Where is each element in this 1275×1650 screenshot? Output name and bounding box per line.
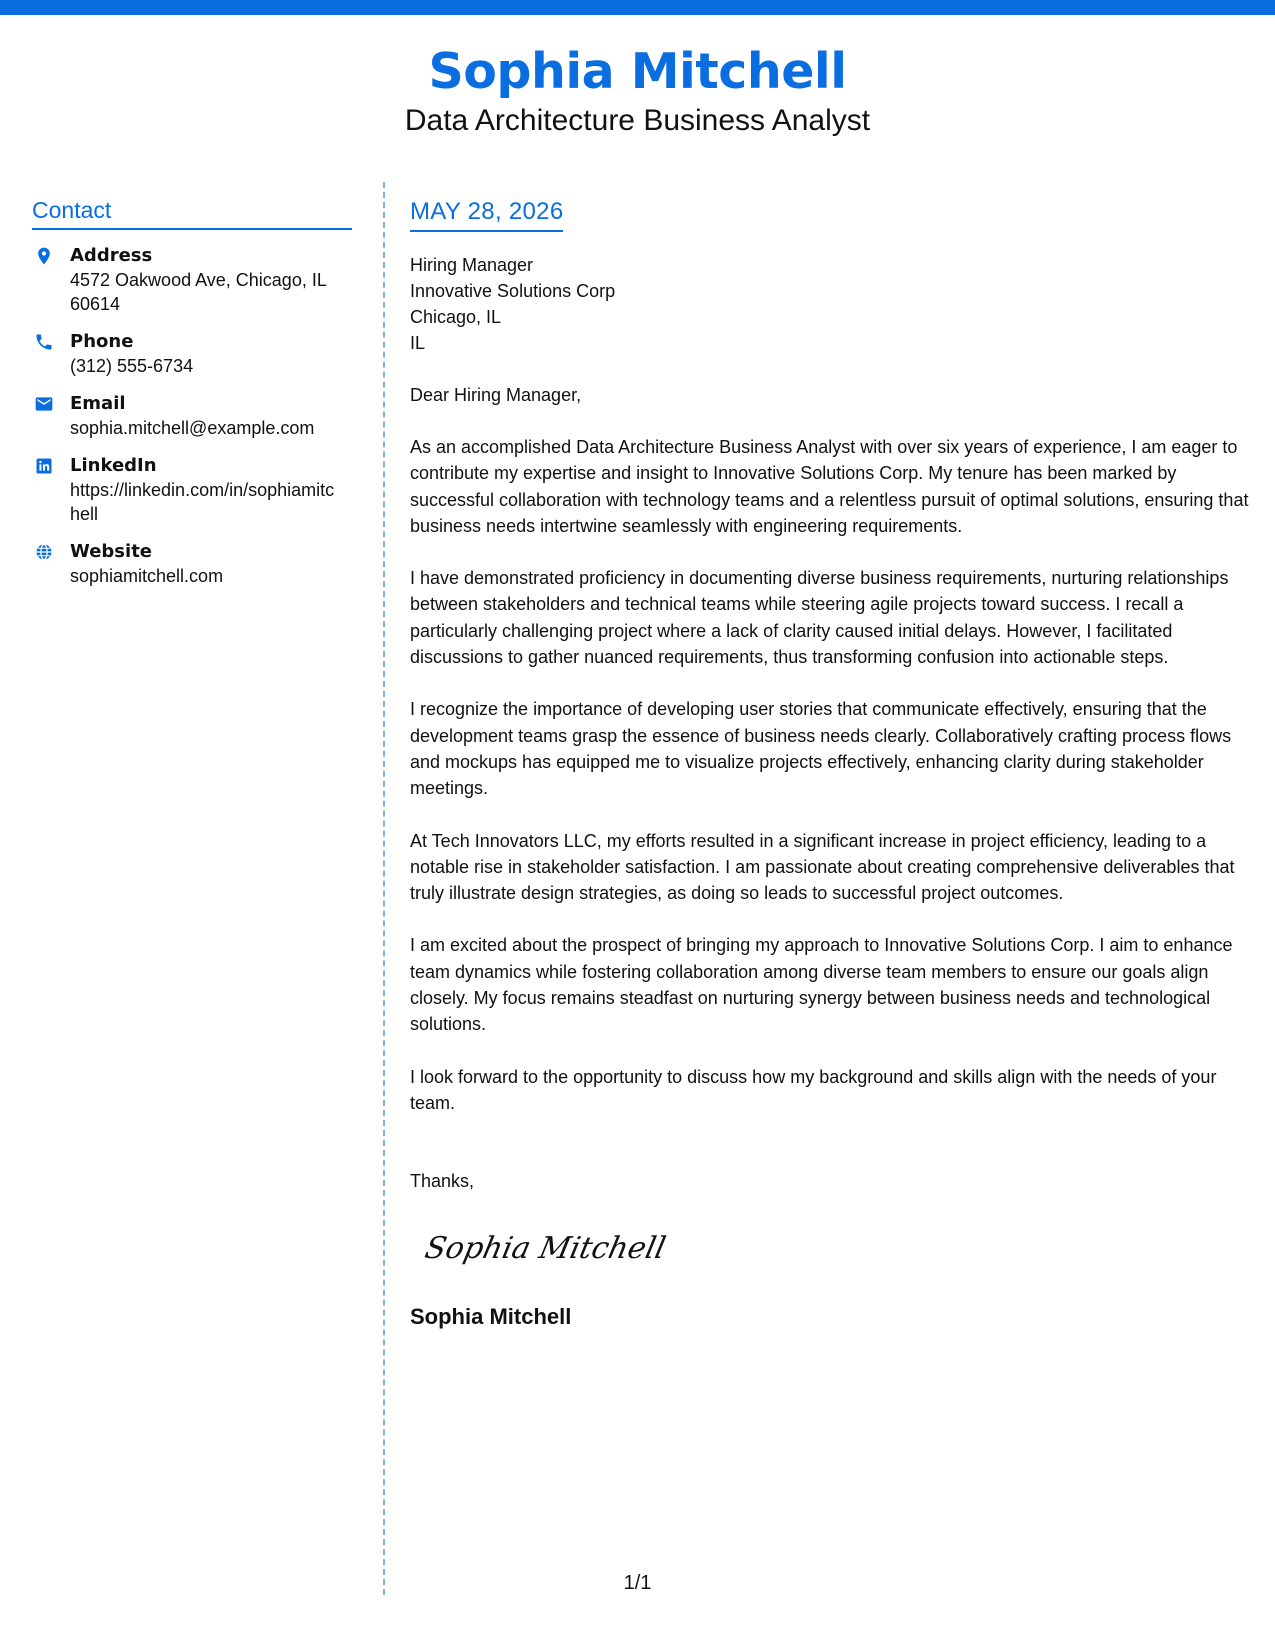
recipient-line: Hiring Manager — [410, 255, 534, 275]
letter-date: MAY 28, 2026 — [410, 198, 563, 232]
contact-heading: Contact — [32, 196, 352, 230]
job-title: Data Architecture Business Analyst — [404, 104, 871, 137]
column-divider — [383, 182, 385, 1595]
phone-icon — [34, 332, 54, 352]
recipient-line: Innovative Solutions Corp — [410, 281, 616, 301]
globe-icon — [34, 542, 54, 562]
signer-name: Sophia Mitchell — [410, 1304, 572, 1330]
address-value: 4572 Oakwood Ave, Chicago, IL 60614 — [70, 270, 327, 314]
header — [0, 42, 1275, 140]
contact-item-website — [32, 540, 352, 588]
letter-body — [410, 198, 1250, 1331]
letter-paragraph: I recognize the importance of developing user stories that communicate effectively, ensuring that the development teams grasp the essence of business needs clearly. Collaboratively crafting process flows and mockups has equipped me to visualize projects effectively, enhancing clarity during stakeholder meetings. — [410, 699, 1232, 799]
letter-paragraph: At Tech Innovators LLC, my efforts resulted in a significant increase in project efficiency, leading to a notable rise in stakeholder satisfaction. I am passionate about creating comprehensive deliverables that truly illustrate design strategies, as doing so leads to successful project outcomes. — [410, 830, 1235, 904]
contact-label: Email — [70, 393, 126, 414]
recipient-line: Chicago, IL — [410, 307, 502, 327]
top-accent-bar — [0, 0, 1275, 15]
contact-label: Website — [70, 541, 153, 562]
email-icon — [34, 394, 54, 414]
letter-paragraph: I look forward to the opportunity to discuss how my background and skills align with the needs of your team. — [410, 1066, 1217, 1113]
contact-label: Phone — [70, 331, 134, 352]
phone-value: (312) 555-6734 — [70, 356, 194, 376]
linkedin-value[interactable]: https://linkedin.com/in/sophiamitchell — [70, 480, 335, 524]
email-value[interactable]: sophia.mitchell@example.com — [70, 418, 315, 438]
closing: Thanks, — [410, 1171, 475, 1192]
applicant-name: Sophia Mitchell — [428, 43, 847, 100]
contact-item-email — [32, 392, 352, 440]
page-number: 1/1 — [623, 1572, 652, 1594]
contact-item-linkedin — [32, 454, 352, 526]
signature-text: Sophia Mitchell — [421, 1231, 669, 1267]
linkedin-icon — [34, 456, 54, 476]
letter-paragraph: As an accomplished Data Architecture Business Analyst with over six years of experience, I am eager to contribute my expertise and insight to Innovative Solutions Corp. My tenure has been marked by successful collaboration with technology teams and a relentless pursuit of optimal solutions, ensuring that business needs intertwine seamlessly with engineering requirements. — [410, 437, 1249, 536]
contact-sidebar — [32, 196, 352, 588]
greeting: Dear Hiring Manager, — [410, 385, 582, 405]
website-value[interactable]: sophiamitchell.com — [70, 566, 224, 586]
map-pin-icon — [34, 246, 54, 266]
contact-item-address — [32, 244, 352, 316]
contact-item-phone — [32, 330, 352, 378]
recipient-line: IL — [410, 333, 426, 353]
recipient-block — [410, 252, 1250, 356]
contact-label: Address — [70, 245, 153, 266]
letter-paragraph: I am excited about the prospect of bringing my approach to Innovative Solutions Corp. I aim to enhance team dynamics while fostering collaboration among diverse team members to ensure our goals align closely. My focus remains steadfast on nurturing synergy between business needs and technological solutions. — [410, 935, 1233, 1035]
contact-label: LinkedIn — [70, 455, 157, 476]
handwritten-signature — [418, 1218, 688, 1278]
letter-paragraph: I have demonstrated proficiency in documenting diverse business requirements, nurturing relationships between stakeholders and technical teams while steering agile projects toward success. I recall a particularly challenging project where a lack of clarity caused initial delays. However, I facilitated discussions to gather nuanced requirements, thus transforming confusion into actionable steps. — [410, 568, 1229, 668]
